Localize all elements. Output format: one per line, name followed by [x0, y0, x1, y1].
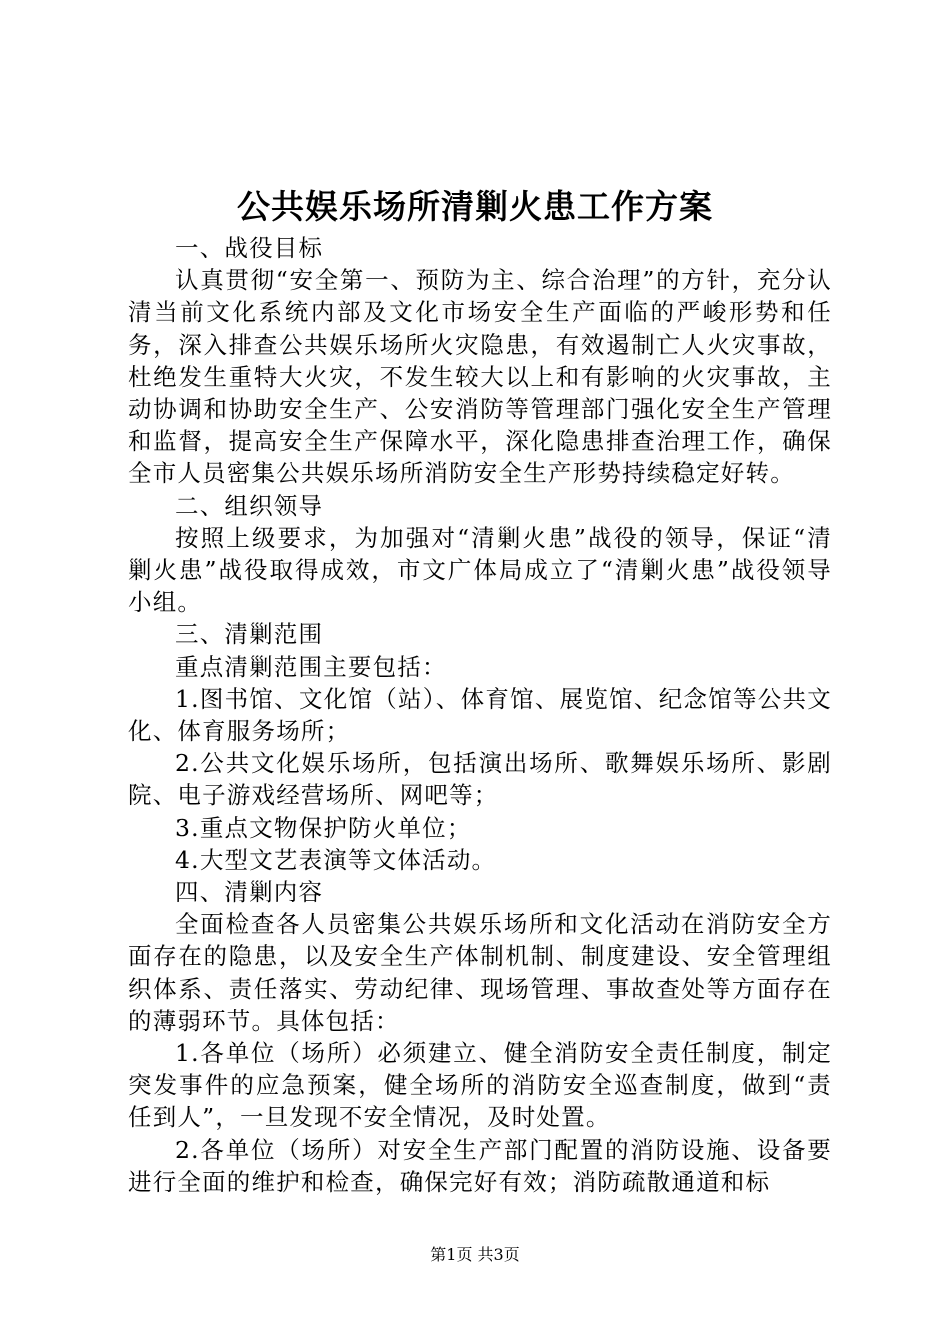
document-body [128, 232, 832, 1198]
scope-item: 4.大型文艺表演等文体活动。 [175, 845, 497, 874]
paragraph-organization: 按照上级要求，为加强对“清剿火患”战役的领导，保证“清剿火患”战役取得成效，市文广体局成立了“清剿火患”战役领导小组。 [128, 523, 832, 617]
paragraph-goal: 认真贯彻“安全第一、预防为主、综合治理”的方针，充分认清当前文化系统内部及文化市场安全生产面临的严峻形势和任务，深入排查公共娱乐场所火灾隐患，有效遏制亡人火灾事故，杜绝发生重特大火灾，不发生较大以上和有影响的火灾事故，主动协调和协助安全生产、公安消防等管理部门强化安全生产管理和监督，提高安全生产保障水平，深化隐患排查治理工作，确保全市人员密集公共娱乐场所消防安全生产形势持续稳定好转。 [128, 266, 832, 488]
paragraph-scope-intro: 重点清剿范围主要包括： [175, 652, 447, 681]
content-item: 1.各单位（场所）必须建立、健全消防安全责任制度，制定突发事件的应急预案，健全场所的消防安全巡查制度，做到“责任到人”，一旦发现不安全情况，及时处置。 [128, 1039, 832, 1132]
page-footer: 第1页 共3页 [430, 1245, 520, 1264]
scope-item: 3.重点文物保护防火单位； [175, 813, 472, 842]
scope-item: 2.公共文化娱乐场所，包括演出场所、歌舞娱乐场所、影剧院、电子游戏经营场所、网吧等； [128, 749, 832, 810]
document-title: 公共娱乐场所清剿火患工作方案 [237, 187, 713, 226]
section-heading-scope: 三、清剿范围 [175, 620, 324, 649]
section-heading-content: 四、清剿内容 [175, 878, 324, 907]
content-item: 2.各单位（场所）对安全生产部门配置的消防设施、设备要进行全面的维护和检查，确保完好有效；消防疏散通道和标 [128, 1135, 832, 1196]
section-heading-organization: 二、组织领导 [175, 491, 324, 520]
scope-item: 1.图书馆、文化馆（站）、体育馆、展览馆、纪念馆等公共文化、体育服务场所； [128, 684, 832, 746]
paragraph-content-intro: 全面检查各人员密集公共娱乐场所和文化活动在消防安全方面存在的隐患，以及安全生产体制机制、制度建设、安全管理组织体系、责任落实、劳动纪律、现场管理、事故查处等方面存在的薄弱环节。具体包括： [128, 910, 832, 1035]
section-heading-goal: 一、战役目标 [175, 234, 324, 262]
